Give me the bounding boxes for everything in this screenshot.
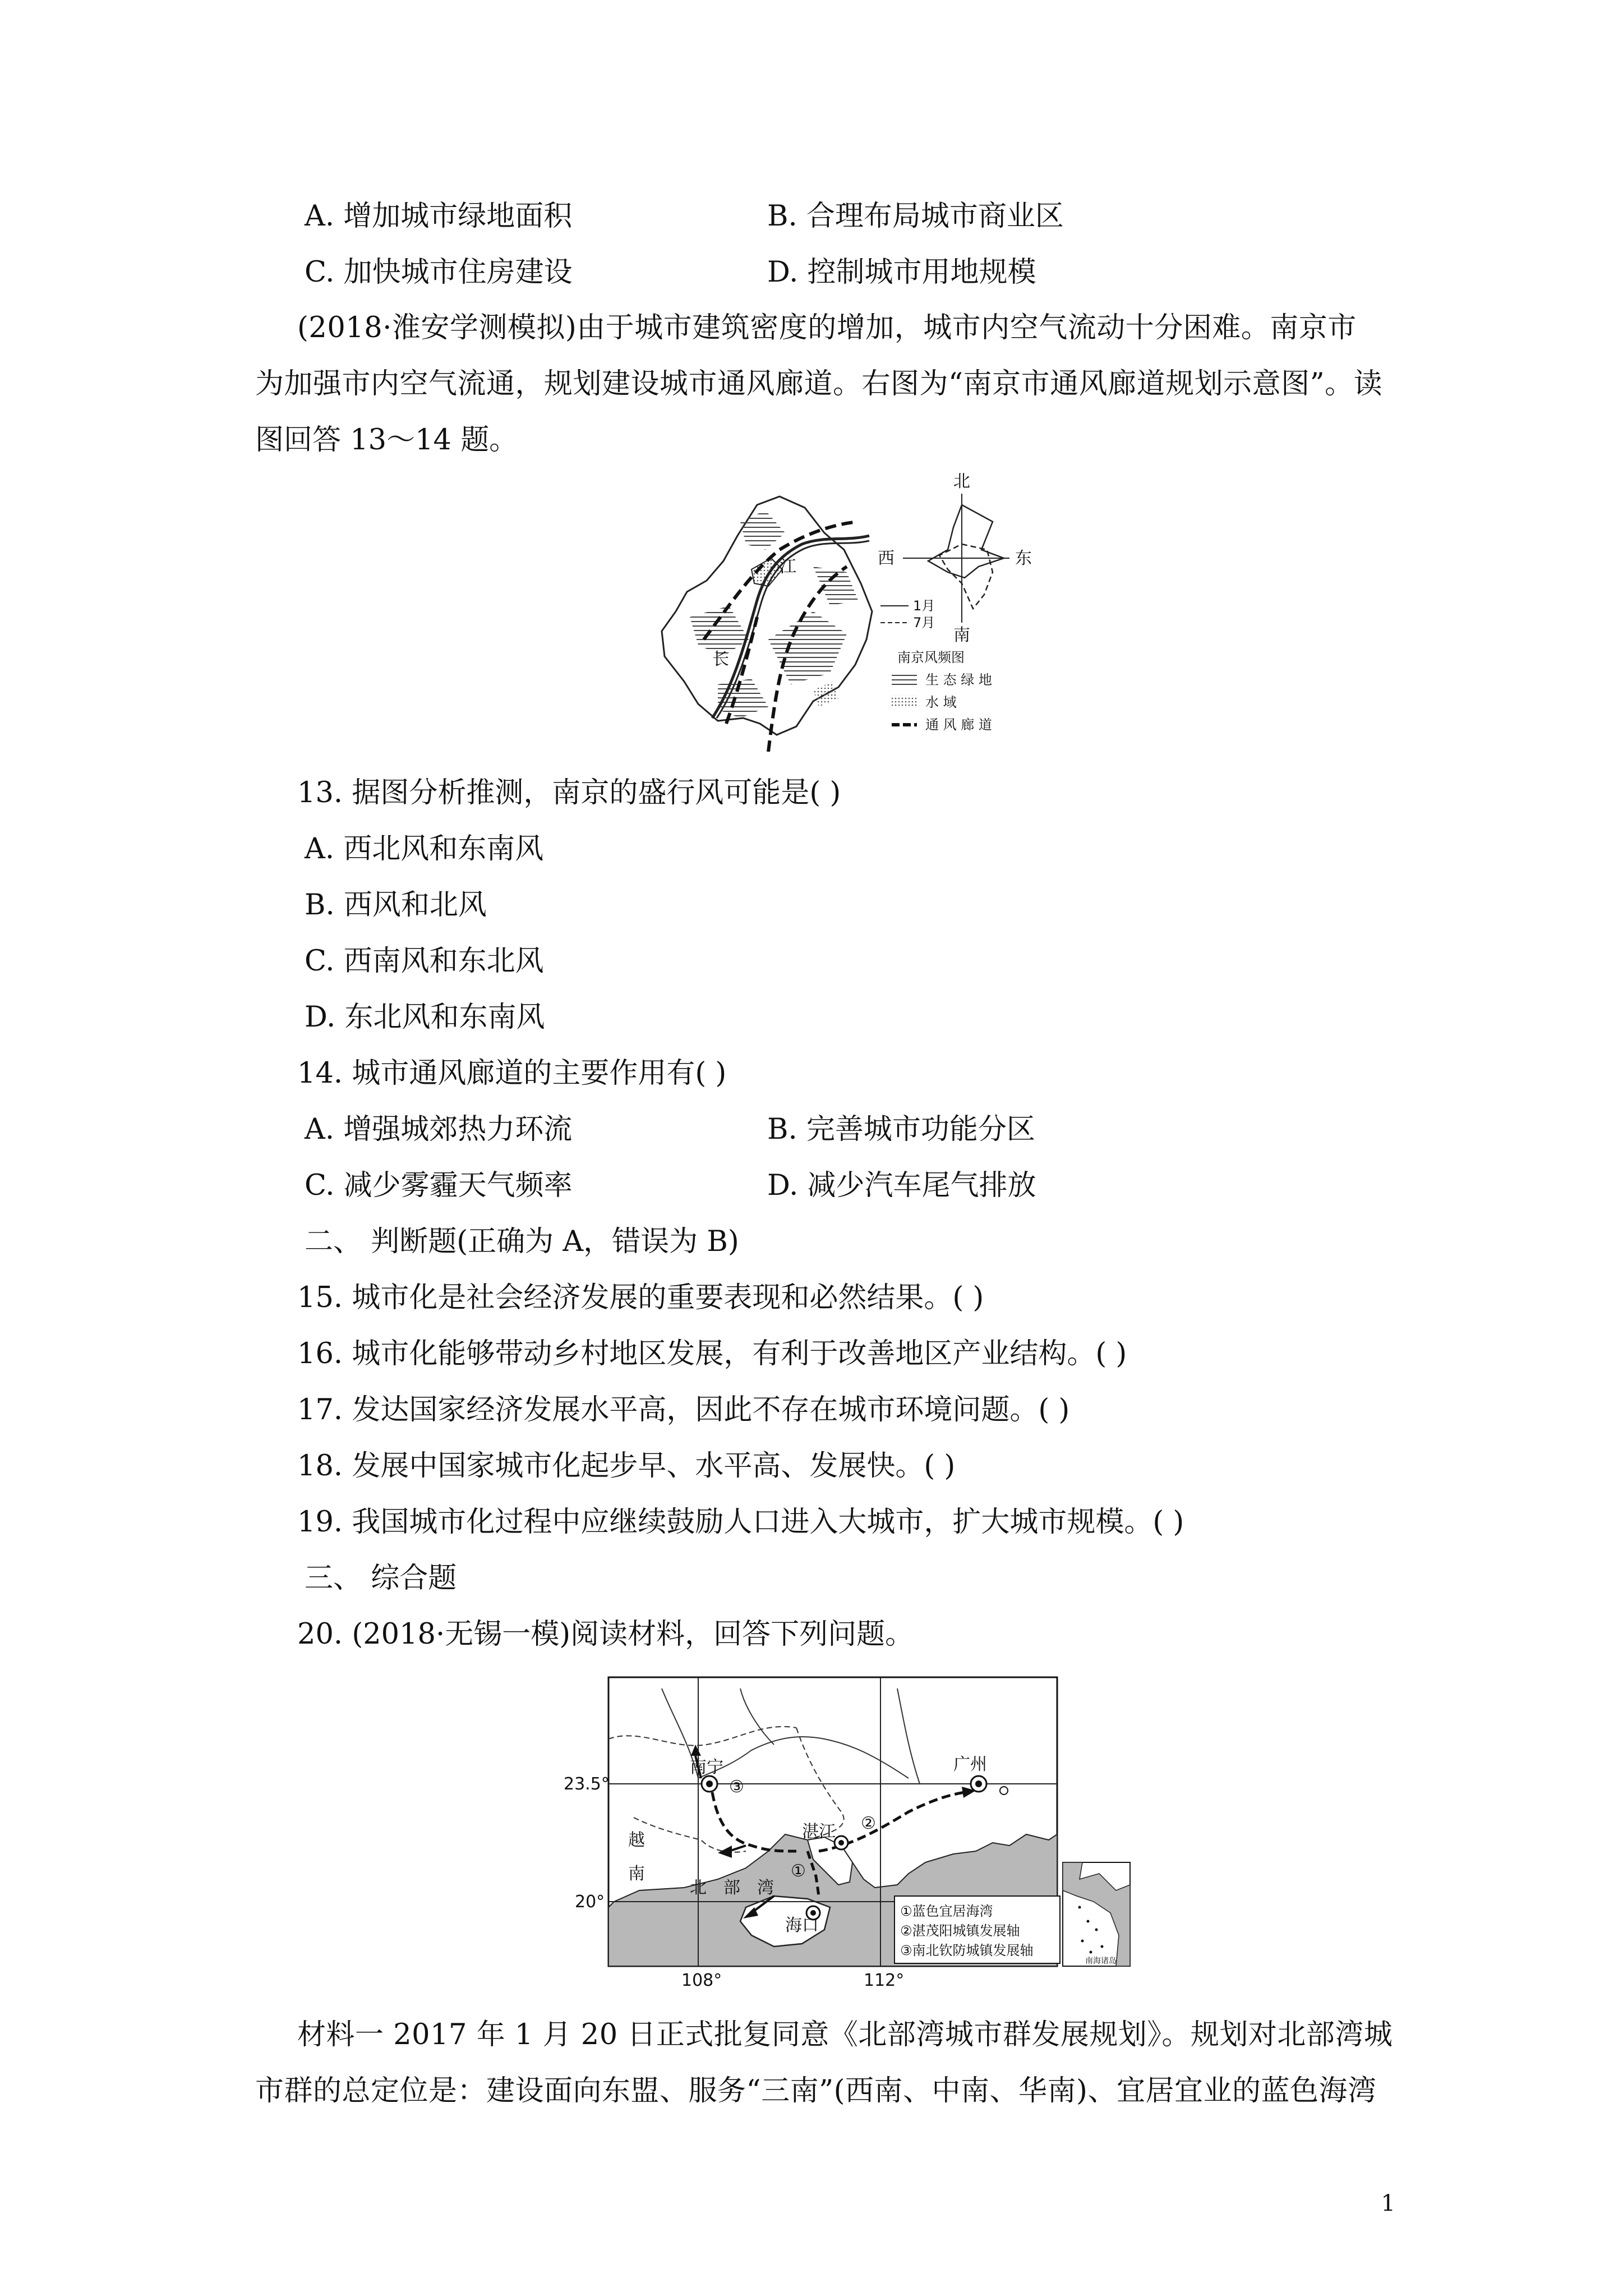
- q14-option-a: A. 增强城郊热力环流: [305, 1113, 573, 1146]
- legend-2: ②湛茂阳城镇发展轴: [900, 1923, 1020, 1939]
- inset-label: 南海诸岛: [1085, 1957, 1117, 1966]
- option-12-a: A. 增加城市绿地面积: [305, 200, 573, 233]
- legend-water-swatch: [892, 696, 917, 708]
- intro-line-1: (2018·淮安学测模拟)由于城市建筑密度的增加，城市内空气流动十分困难。南京市: [297, 311, 1357, 344]
- page-number: 1: [1381, 2191, 1395, 2216]
- label-gulf-3: 湾: [757, 1878, 774, 1898]
- legend-jul-label: 7月: [913, 615, 935, 631]
- nanjing-corridor-map: [645, 471, 1049, 752]
- label-zhanjiang: 湛江: [802, 1822, 836, 1842]
- material1-line-1: 材料一 2017 年 1 月 20 日正式批复同意《北部湾城市群发展规划》。规划对北部湾城: [297, 2018, 1393, 2051]
- legend-3: ③南北钦防城镇发展轴: [900, 1943, 1034, 1958]
- section-2-title: 二、 判断题(正确为 A，错误为 B): [305, 1225, 739, 1258]
- legend-water-label: 水 域: [925, 694, 957, 710]
- legend-green-swatch: [892, 673, 917, 685]
- q17: 17. 发达国家经济发展水平高，因此不存在城市环境问题。( ): [297, 1393, 1070, 1427]
- green-area: [740, 510, 785, 550]
- compass-west: 西: [878, 549, 895, 568]
- intro-line-3: 图回答 13～14 题。: [255, 424, 518, 457]
- legend-1: ①蓝色宜居海湾: [900, 1903, 993, 1919]
- section-3-title: 三、 综合题: [305, 1562, 457, 1595]
- q20-stem: 20. (2018·无锡一模)阅读材料，回答下列问题。: [297, 1618, 914, 1651]
- label-lat-20: 20°: [575, 1892, 605, 1912]
- label-lat-235: 23.5°: [564, 1774, 610, 1794]
- label-lon-112: 112°: [864, 1971, 905, 1990]
- q19: 19. 我国城市化过程中应继续鼓励人口进入大城市，扩大城市规模。( ): [297, 1506, 1184, 1539]
- q15: 15. 城市化是社会经济发展的重要表现和必然结果。( ): [297, 1281, 984, 1314]
- material1-line-2: 市群的总定位是：建设面向东盟、服务“三南”(西南、中南、华南)、宜居宜业的蓝色海湾: [255, 2074, 1377, 2108]
- q13-stem: 13. 据图分析推测，南京的盛行风可能是( ): [297, 776, 841, 809]
- q18: 18. 发展中国家城市化起步早、水平高、发展快。( ): [297, 1450, 956, 1483]
- wind-rose-title: 南京风频图: [897, 650, 965, 665]
- green-area: [768, 611, 847, 684]
- river-label-chang: 长: [712, 650, 729, 669]
- green-area: [813, 567, 858, 606]
- q13-option-d: D. 东北风和东南风: [305, 1001, 545, 1034]
- green-area: [718, 679, 768, 718]
- label-guangzhou: 广州: [953, 1755, 987, 1774]
- legend-green-label: 生 态 绿 地: [925, 672, 992, 688]
- q14-option-c: C. 减少雾霾天气频率: [305, 1169, 573, 1202]
- label-circle-2: ②: [861, 1814, 876, 1833]
- label-nanning: 南宁: [690, 1757, 723, 1777]
- q14-option-d: D. 减少汽车尾气排放: [767, 1169, 1036, 1202]
- label-lon-108: 108°: [681, 1971, 722, 1990]
- option-12-b: B. 合理布局城市商业区: [767, 200, 1064, 233]
- label-circle-1: ①: [791, 1861, 806, 1881]
- legend-jan-label: 1月: [913, 598, 935, 614]
- option-12-c: C. 加快城市住房建设: [305, 256, 573, 289]
- label-vietnam-2: 南: [628, 1864, 645, 1884]
- wind-rose-january: [928, 505, 1004, 578]
- q14-stem: 14. 城市通风廊道的主要作用有( ): [297, 1057, 727, 1090]
- green-area: [690, 606, 749, 656]
- city-minor-marker: [1000, 1787, 1008, 1795]
- water-area: [813, 682, 838, 707]
- beibu-gulf-map: [561, 1666, 1150, 1991]
- compass-east: 东: [1015, 549, 1032, 568]
- river-label-jiang: 江: [780, 557, 796, 577]
- label-gulf-1: 北: [690, 1878, 707, 1898]
- compass-north: 北: [953, 472, 970, 491]
- option-12-d: D. 控制城市用地规模: [767, 256, 1036, 289]
- q14-option-b: B. 完善城市功能分区: [767, 1113, 1035, 1146]
- intro-line-2: 为加强市内空气流通，规划建设城市通风廊道。右图为“南京市通风廊道规划示意图”。读: [255, 367, 1383, 401]
- q16: 16. 城市化能够带动乡村地区发展，有利于改善地区产业结构。( ): [297, 1337, 1127, 1370]
- label-vietnam-1: 越: [628, 1830, 645, 1850]
- q13-option-b: B. 西风和北风: [305, 889, 487, 922]
- label-gulf-2: 部: [723, 1878, 740, 1898]
- q13-option-c: C. 西南风和东北风: [305, 945, 544, 978]
- label-circle-3: ③: [729, 1777, 744, 1797]
- compass-south: 南: [953, 625, 970, 645]
- label-haikou: 海口: [785, 1916, 819, 1935]
- legend-corridor-label: 通 风 廊 道: [925, 717, 992, 733]
- q13-option-a: A. 西北风和东南风: [305, 832, 544, 866]
